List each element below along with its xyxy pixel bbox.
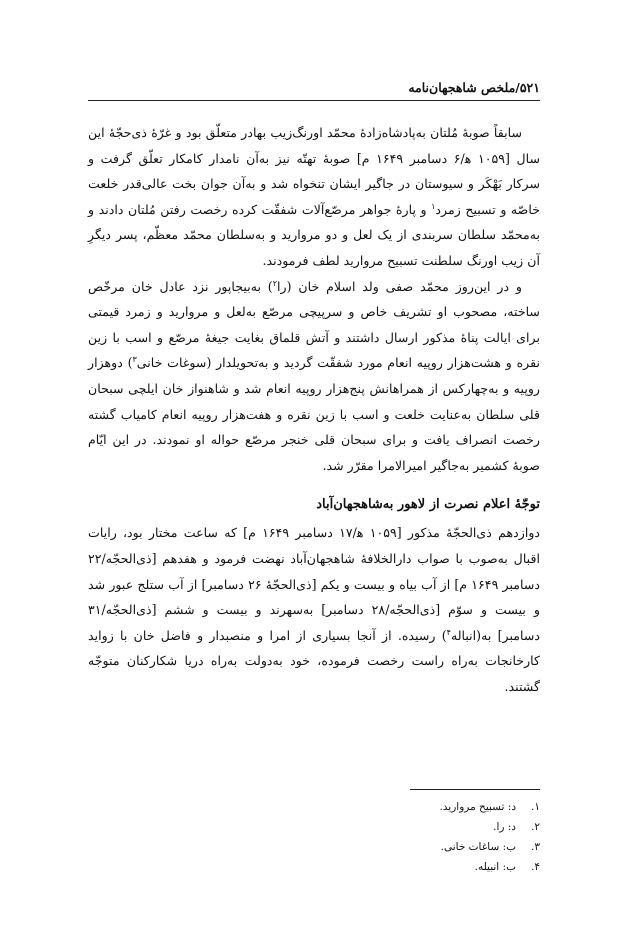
footnote-item xyxy=(88,837,540,857)
paragraph-2-text-a: و در این‌روز محمّد صفی ولد اسلام خان (را xyxy=(277,278,522,294)
footnote-ref-1: ۱ xyxy=(431,201,436,211)
paragraph-2-text-b: ) به‌بیجاپور نزد عادل خان مرخّص ساخته، مصحوب او تشریف خاص و سرپیچی مرصّع به‌لعل و مروارید و زمرد قیمتی برای ایالت پناهٔ مذکور ارسال داشتند و آتش قلماق بغایت جیغهٔ مرصّع و اسب با زین نقره و هشت‌هزار روپیه انعام مورد شفقّت گردید و به‌تحویلدار (سوغات خانی xyxy=(88,278,541,371)
paragraph-2-text-c: ) دوهزار روپیه و به‌چهارکس از همراهانش پنج‌هزار روپیه انعام شد و شاهنواز خان ایلچی سبحان قلی سلطان به‌عنایت خلعت و اسب با زین نقره و هفت‌هزار روپیه انعام کامیاب گشته رخصت انصراف یافت و برای سبحان قلی خنجر مرصّع حواله او نمودند. در این ایّام صوبهٔ کشمیر به‌جاگیر امیرالامرا مقرّر شد. xyxy=(88,355,540,473)
footnote-ref-3: ۳ xyxy=(132,355,137,365)
footnote-number: ۳. xyxy=(531,841,540,853)
footnote-ref-4: ۴ xyxy=(446,627,451,637)
paragraph-1 xyxy=(88,120,540,274)
paragraph-1-text-a: سابقاً صوبهٔ مُلتان به‌پادشاه‌زادهٔ محمّد اورنگ‌زیب بهادر متعلّق بود و غرّهٔ ذی‌حجّهٔ این سال [۱۰۵۹ ه‍/۶ دسامبر ۱۶۴۹ م] صوبهٔ تهتّه نیز به‌آن نامدار کامکار تعلّق گرفت و سرکار بَهْکَر و سیوستان در جاگیر ایشان تنخواه شد و به‌آن جوان بخت عالی‌قدر خلعت خاصّه و تسبیح زمرد xyxy=(88,125,541,217)
footnote-item xyxy=(88,817,540,837)
footnote-number: ۱. xyxy=(531,801,540,813)
body-text xyxy=(88,120,540,699)
footnote-text: د: تسبیح مروارید. xyxy=(439,801,516,813)
footnote-text: ب: ساغات خانی. xyxy=(440,841,516,853)
paragraph-3-text-b: ) رسیده. از آنجا بسیاری از امرا و منصبدار و فاضل خان با زواید کارخانجات به‌راه راست رخصت فرموده، خود به‌دولت به‌راه دریا شکارکنان متوجّه گشتند. xyxy=(88,627,540,694)
footnote-item xyxy=(88,797,540,817)
footnote-number: ۴. xyxy=(531,861,540,873)
paragraph-1-text-b: و پارهٔ جواهر مرصّع‌آلات شفقّت کرده رخصت رفتن مُلتان دادند و به‌محمّد سلطان سربندی از یک لعل و دو مروارید و به‌سلطان محمّد معظّم، پسر دیگرِ آن زیب اورنگ سلطنت تسبیح مروارید لطف فرمودند. xyxy=(88,201,540,268)
header-rule xyxy=(88,100,540,101)
footnote-rule xyxy=(410,789,540,790)
footnotes xyxy=(88,797,540,877)
running-header: ۵۲۱/ملخص شاهجهان‌نامه xyxy=(408,80,540,95)
paragraph-2 xyxy=(88,274,540,479)
footnote-item xyxy=(88,857,540,877)
footnote-text: د: را. xyxy=(493,821,516,833)
footnote-ref-2: ۲ xyxy=(272,278,278,288)
paragraph-3 xyxy=(88,520,540,699)
footnote-number: ۲. xyxy=(531,821,540,833)
footnote-text: ب: انبیله. xyxy=(474,861,516,873)
paragraph-3-text-a: دوازدهم ذی‌الحجّهٔ مذکور [۱۰۵۹ ه‍/۱۷ دسامبر ۱۶۴۹ م] که ساعت مختار بود، رایات اقبال به‌صوب با صواب دارالخلافهٔ شاهجهان‌آباد نهضت فرمود و هفدهم [ذی‌الحجّه/۲۲ دسامبر ۱۶۴۹ م] از آب بیاه و بیست و یکم [ذی‌الحجّهٔ ۲۶ دسامبر] از آب ستلج عبور شد و بیست و سوّم [ذی‌الحجّه/۲۸ دسامبر] به‌سهرند و بیست و ششم [ذی‌الحجّه/۳۱ دسامبر] به(انباله xyxy=(88,525,541,643)
section-heading: توجّهٔ اعلام نصرت از لاهور به‌شاهجهان‌آباد xyxy=(316,497,540,513)
